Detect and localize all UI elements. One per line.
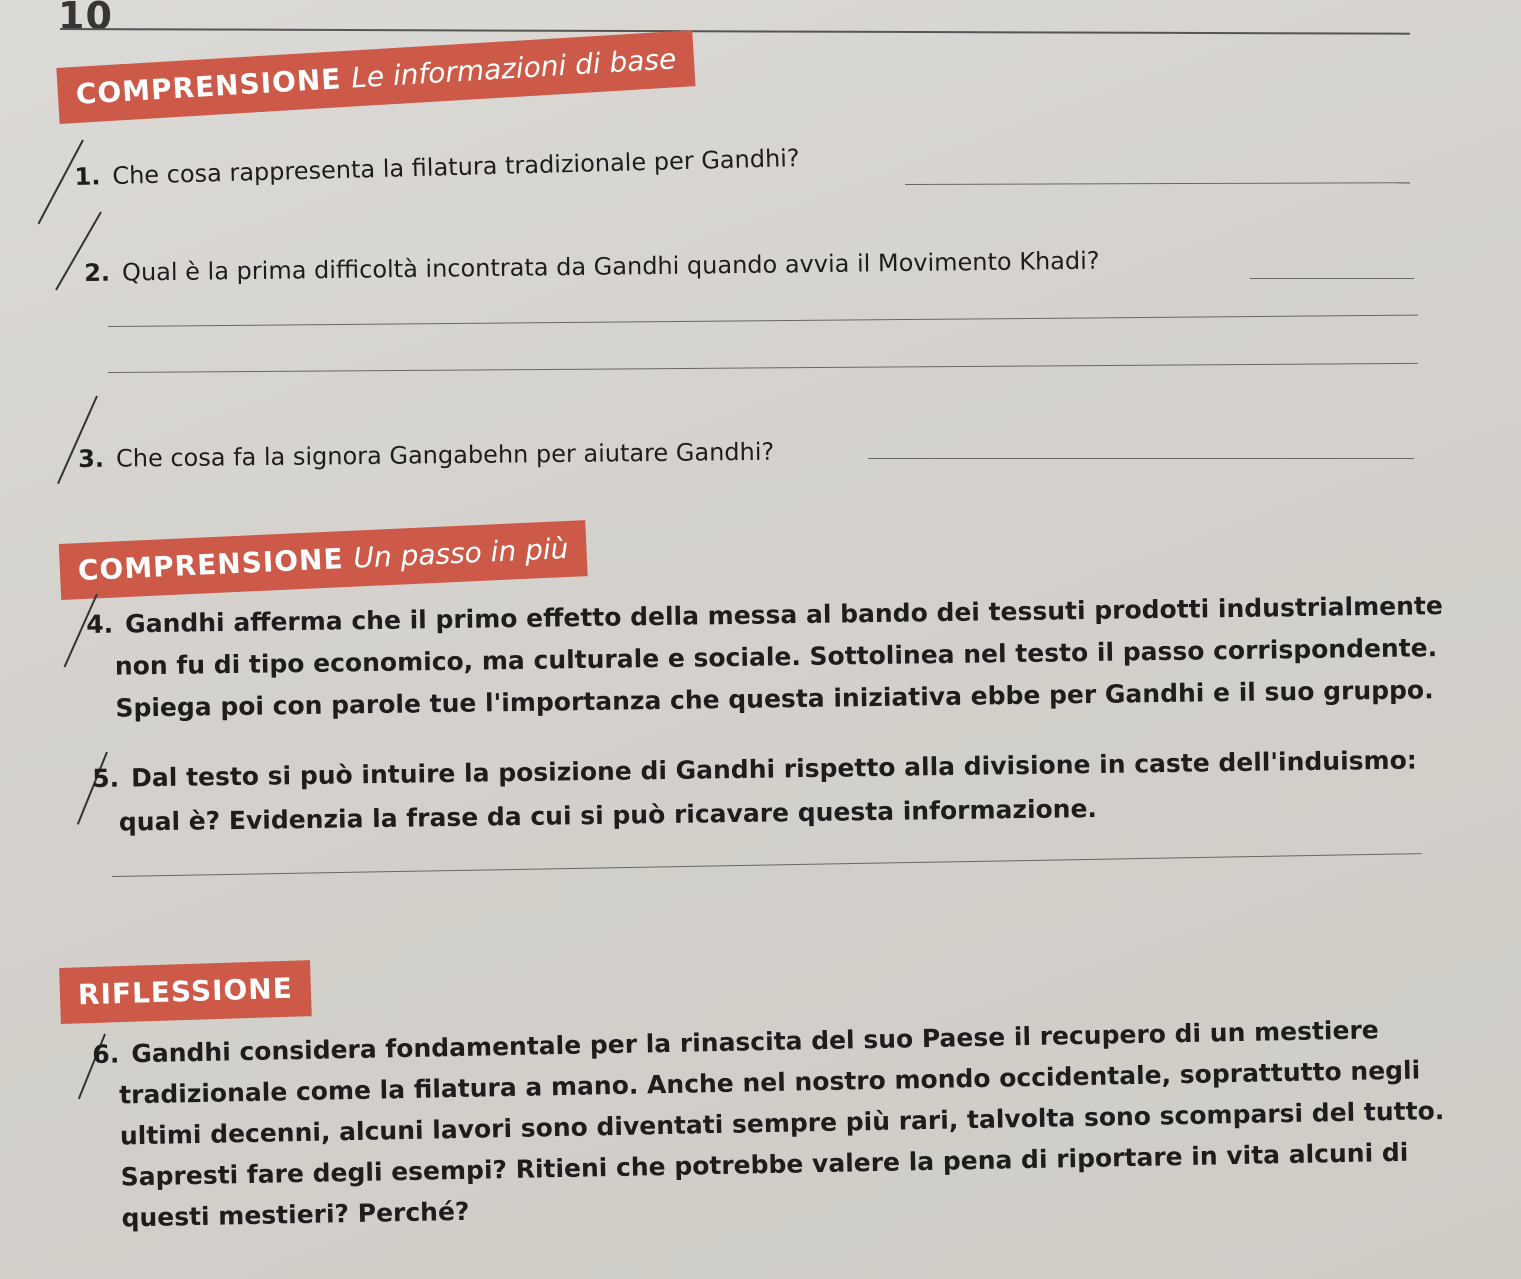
question-line: questi mestieri? Perché? bbox=[121, 1196, 470, 1233]
top-rule bbox=[60, 28, 1410, 35]
question-4 bbox=[86, 585, 1444, 730]
question-line: tradizionale come la filatura a mano. Anche nel nostro mondo occidentale, soprattutto negli bbox=[118, 1055, 1421, 1110]
question-number: 2. bbox=[84, 258, 111, 287]
question-2 bbox=[84, 240, 1100, 294]
question-text: Qual è la prima difficoltà incontrata da Gandhi quando avvia il Movimento Khadi? bbox=[121, 246, 1100, 287]
answer-line bbox=[108, 363, 1418, 373]
section-label: COMPRENSIONE bbox=[74, 62, 343, 111]
question-3 bbox=[78, 431, 774, 480]
answer-line bbox=[905, 182, 1410, 185]
question-number: 4. bbox=[86, 609, 114, 639]
question-number: 3. bbox=[78, 444, 105, 473]
question-6 bbox=[92, 1008, 1446, 1239]
question-text: Che cosa rappresenta la filatura tradizionale per Gandhi? bbox=[111, 144, 800, 190]
question-5 bbox=[92, 740, 1418, 844]
answer-line bbox=[1250, 278, 1414, 279]
section-label: RIFLESSIONE bbox=[77, 971, 294, 1012]
question-line: qual è? Evidenzia la frase da cui si può ricavare questa informazione. bbox=[118, 793, 1098, 837]
section-subtitle: Le informazioni di base bbox=[350, 42, 678, 95]
section-subtitle: Un passo in più bbox=[352, 531, 570, 575]
question-line: Sapresti fare degli esempi? Ritieni che potrebbe valere la pena di riportare in vita alcuni di bbox=[120, 1137, 1409, 1192]
page-number: 10 bbox=[58, 0, 113, 38]
question-line: Spiega poi con parole tue l'importanza che questa iniziativa ebbe per Gandhi e il suo gruppo. bbox=[115, 675, 1434, 723]
question-line: 4. Gandhi afferma che il primo effetto della messa al bando dei tessuti prodotti industrialmente bbox=[86, 591, 1444, 639]
question-number: 5. bbox=[92, 763, 120, 793]
answer-line bbox=[112, 853, 1422, 877]
question-number: 1. bbox=[74, 162, 101, 191]
answer-line bbox=[868, 458, 1414, 459]
question-line: 6. Gandhi considera fondamentale per la rinascita del suo Paese il recupero di un mestiere bbox=[92, 1015, 1379, 1069]
question-number: 6. bbox=[92, 1039, 120, 1069]
section-label: COMPRENSIONE bbox=[77, 542, 345, 588]
question-line: 5. Dal testo si può intuire la posizione di Gandhi rispetto alla divisione in caste dell'induismo: bbox=[92, 745, 1417, 793]
question-line: non fu di tipo economico, ma culturale e sociale. Sottolinea nel testo il passo corrispondente. bbox=[114, 633, 1438, 681]
section-banner-basic bbox=[56, 30, 695, 124]
question-1 bbox=[74, 137, 800, 198]
section-banner-reflection bbox=[59, 960, 312, 1024]
question-text: Che cosa fa la signora Gangabehn per aiutare Gandhi? bbox=[115, 437, 775, 473]
answer-line bbox=[108, 315, 1418, 327]
section-banner-advanced bbox=[59, 520, 588, 600]
question-line: ultimi decenni, alcuni lavori sono diventati sempre più rari, talvolta sono scomparsi del tutto. bbox=[119, 1096, 1445, 1151]
